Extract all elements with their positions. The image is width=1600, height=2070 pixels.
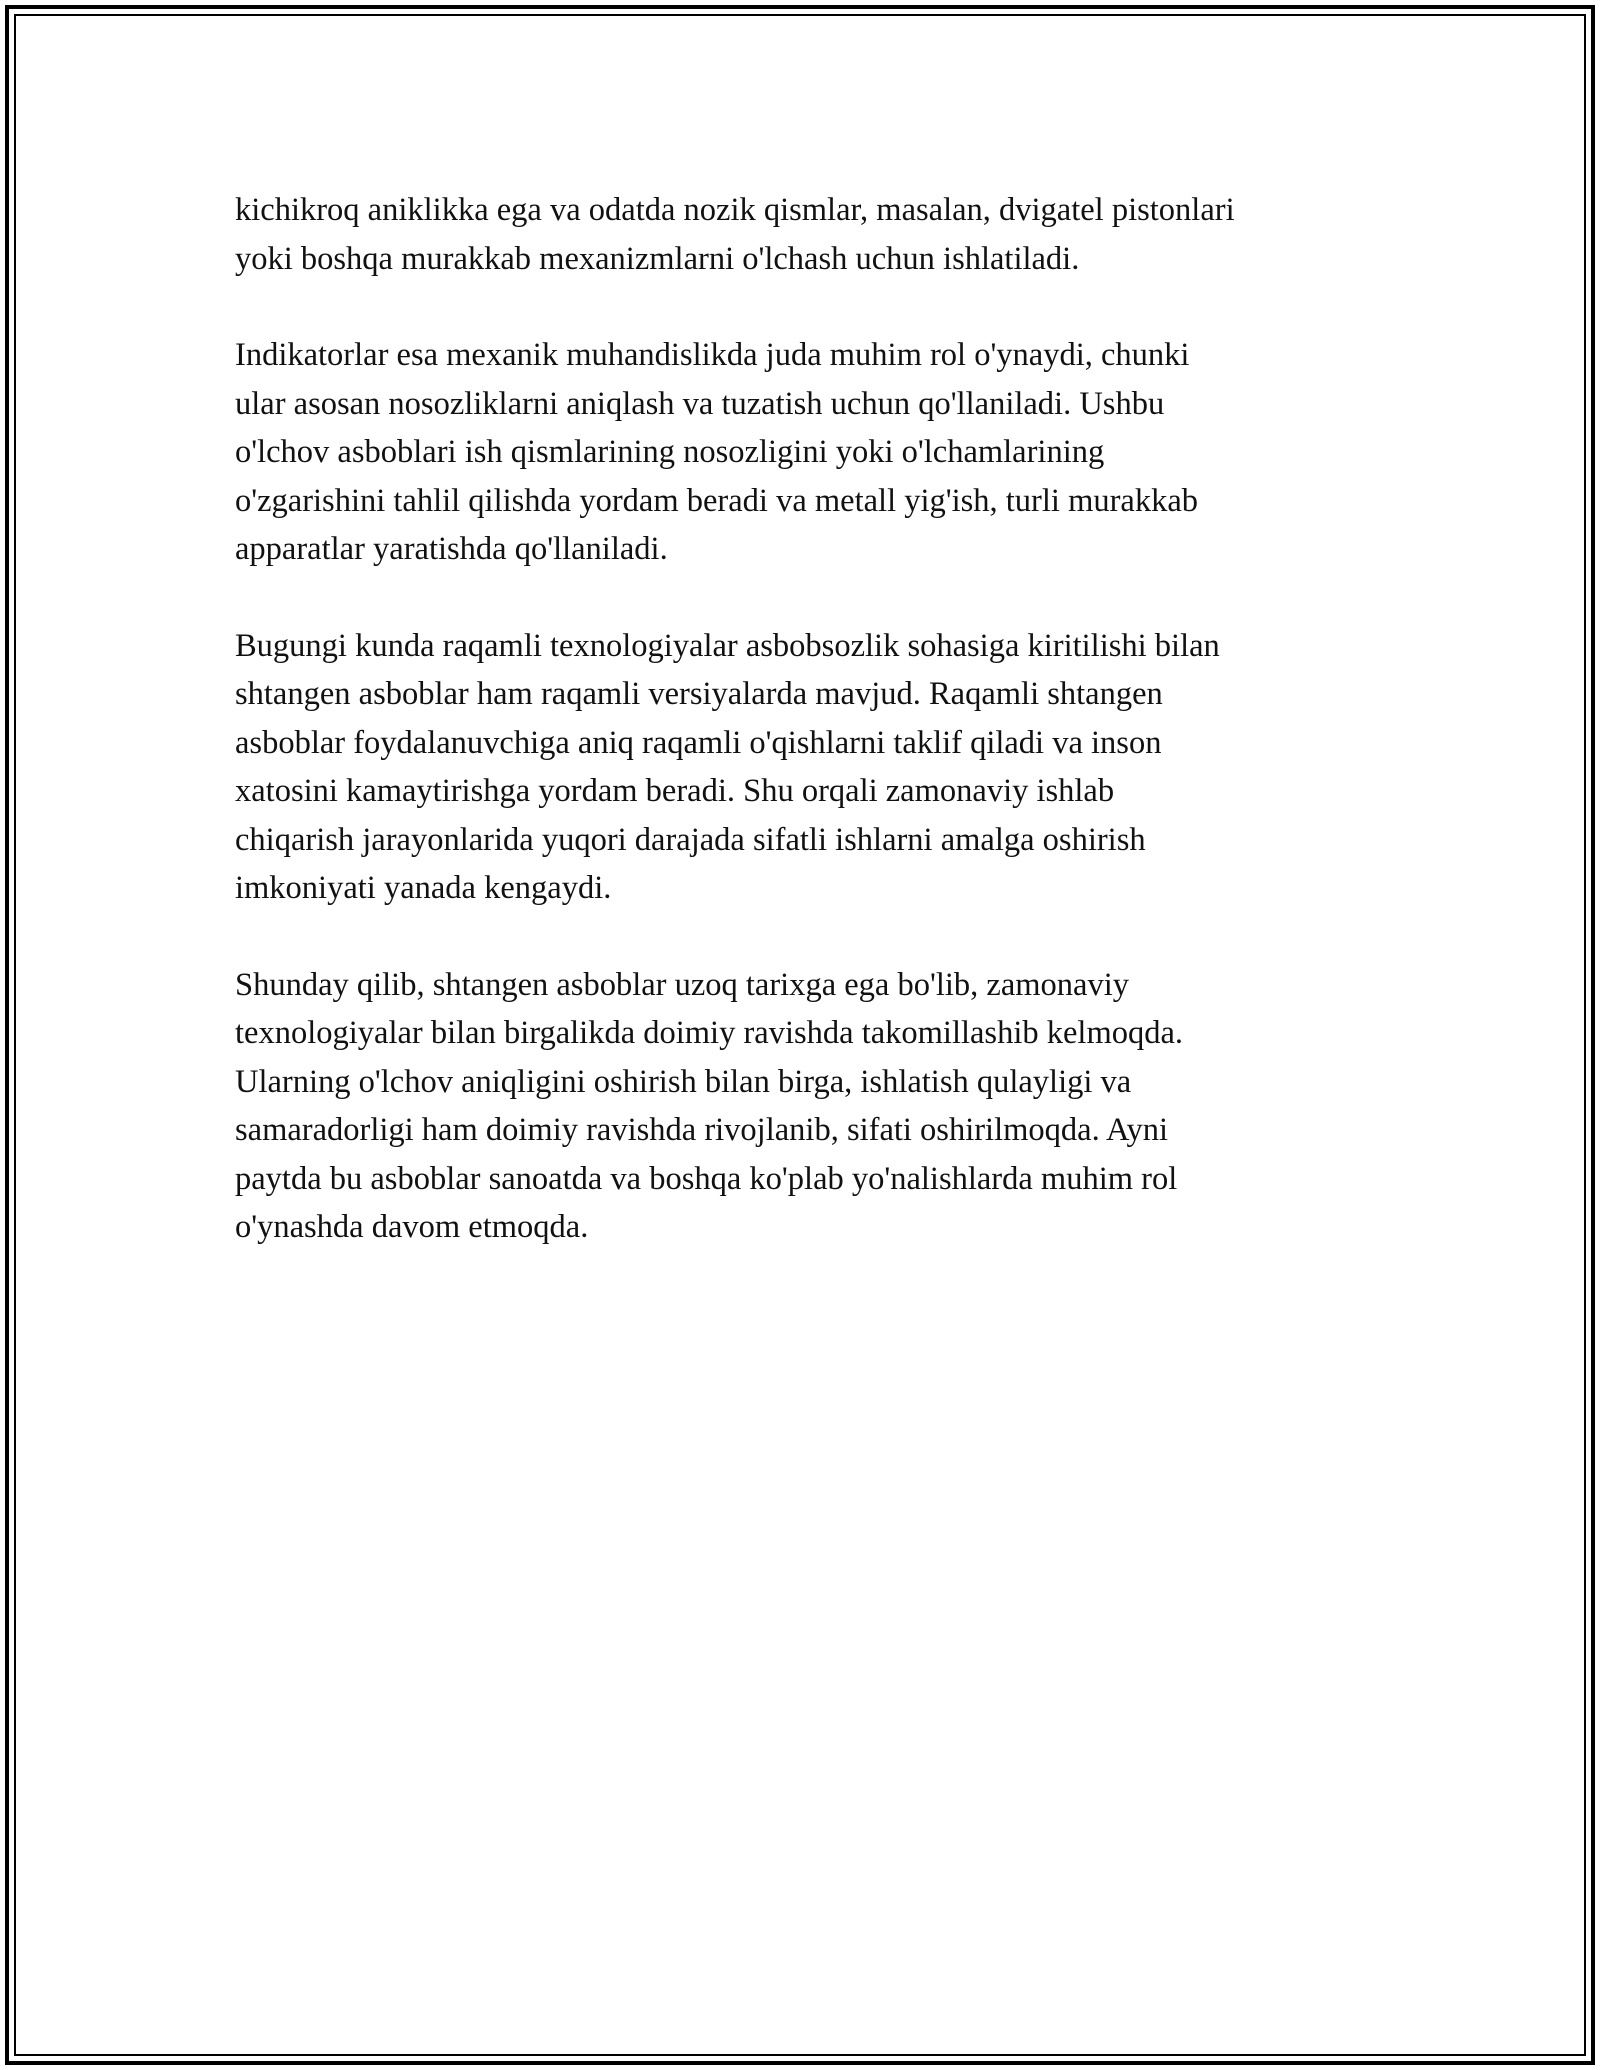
document-body bbox=[235, 186, 1385, 1300]
text-line: asboblar foydalanuvchiga aniq raqamli o'qishlarni taklif qiladi va inson bbox=[235, 724, 1162, 761]
paragraph-3 bbox=[235, 622, 1385, 913]
text-line: xatosini kamaytirishga yordam beradi. Shu orqali zamonaviy ishlab bbox=[235, 773, 1115, 809]
text-line: kichikroq aniklikka ega va odatda nozik qismlar, masalan, dvigatel pistonlari bbox=[235, 192, 1235, 228]
text-line: o'zgarishini tahlil qilishda yordam beradi va metall yig'ish, turli murakkab bbox=[235, 482, 1199, 519]
text-line: texnologiyalar bilan birgalikda doimiy ravishda takomillashib kelmoqda. bbox=[235, 1015, 1184, 1051]
text-line: Shunday qilib, shtangen asboblar uzoq tarixga ega bo'lib, zamonaviy bbox=[235, 966, 1129, 1003]
paragraph-2 bbox=[235, 331, 1385, 574]
text-line: chiqarish jarayonlarida yuqori darajada sifatli ishlarni amalga oshirish bbox=[235, 821, 1146, 858]
paragraph-1 bbox=[235, 186, 1385, 283]
text-line: samaradorligi ham doimiy ravishda rivojlanib, sifati oshirilmoqda. Ayni bbox=[235, 1112, 1169, 1148]
paragraph-4 bbox=[235, 961, 1385, 1252]
text-line: o'lchov asboblari ish qismlarining nosozligini yoki o'lchamlarining bbox=[235, 434, 1105, 470]
text-line: o'ynashda davom etmoqda. bbox=[235, 1209, 589, 1245]
text-line: imkoniyati yanada kengaydi. bbox=[235, 870, 612, 906]
text-line: Bugungi kunda raqamli texnologiyalar asbobsozlik sohasiga kiritilishi bilan bbox=[235, 627, 1220, 664]
text-line: Ularning o'lchov aniqligini oshirish bilan birga, ishlatish qulayligi va bbox=[235, 1063, 1132, 1100]
text-line: Indikatorlar esa mexanik muhandislikda juda muhim rol o'ynaydi, chunki bbox=[235, 337, 1190, 373]
text-line: paytda bu asboblar sanoatda va boshqa ko'plab yo'nalishlarda muhim rol bbox=[235, 1160, 1178, 1197]
text-line: yoki boshqa murakkab mexanizmlarni o'lchash uchun ishlatiladi. bbox=[235, 240, 1080, 277]
text-line: apparatlar yaratishda qo'llaniladi. bbox=[235, 531, 668, 567]
text-line: ular asosan nosozliklarni aniqlash va tuzatish uchun qo'llaniladi. Ushbu bbox=[235, 385, 1165, 422]
text-line: shtangen asboblar ham raqamli versiyalarda mavjud. Raqamli shtangen bbox=[235, 676, 1163, 712]
